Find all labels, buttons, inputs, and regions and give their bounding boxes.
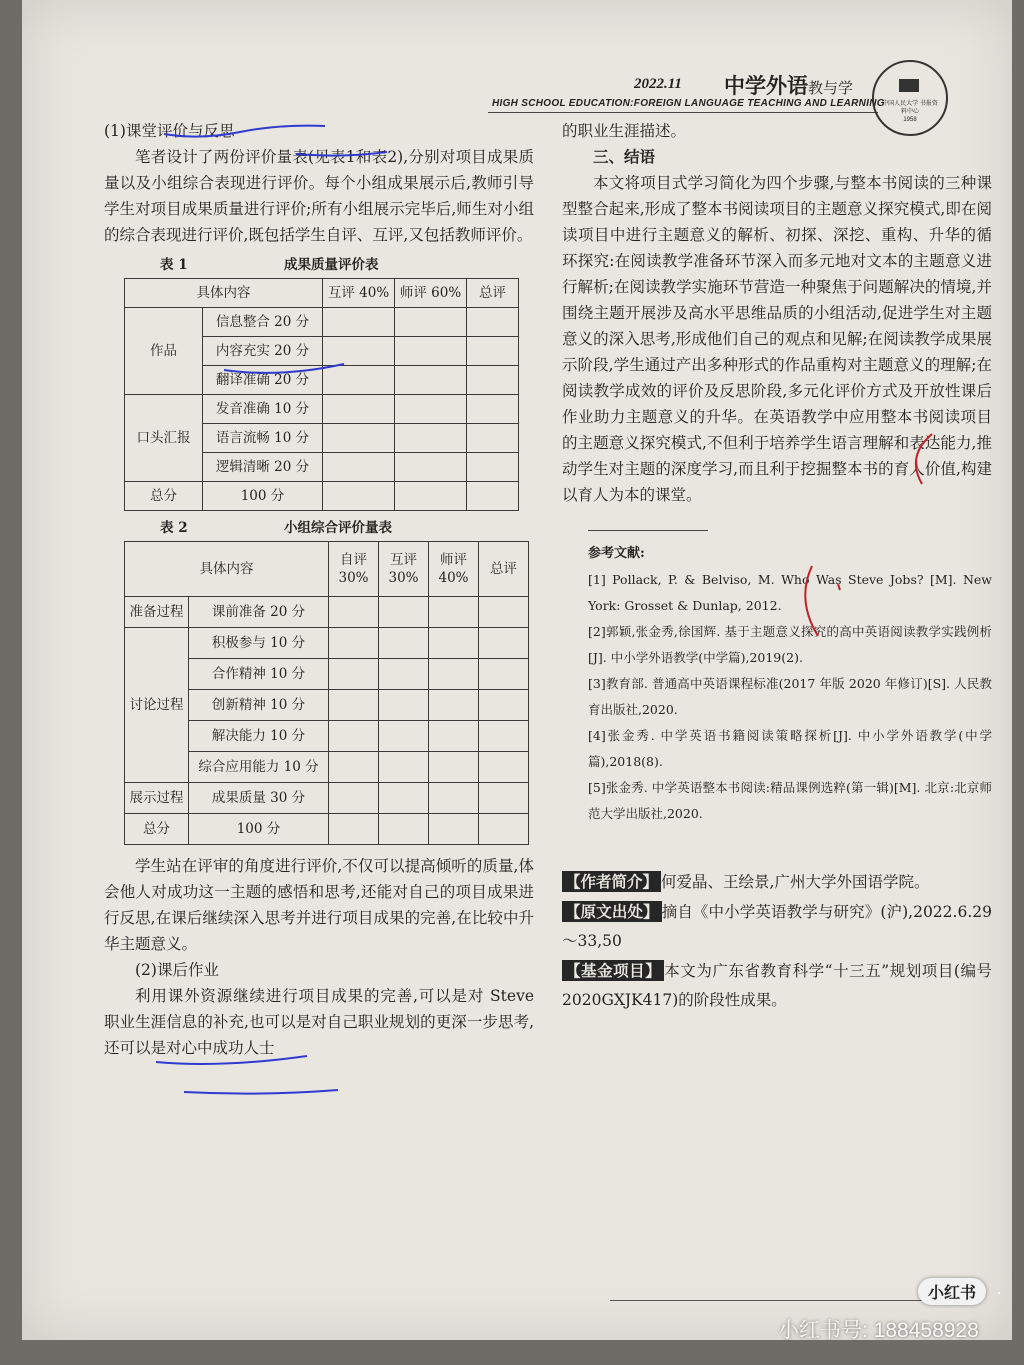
table-row	[125, 628, 529, 659]
xiaohongshu-id: 小红书号: 188458928	[778, 1319, 979, 1342]
reference-title: 参考文献:	[588, 546, 645, 561]
reference-item: [4]张金秀. 中学英语书籍阅读策略探析[J]. 中小学外语教学(中学篇),2018(8).	[588, 728, 992, 769]
table-row	[125, 814, 529, 845]
table2-title: 小组综合评价量表	[284, 520, 392, 536]
book-icon	[899, 79, 919, 92]
table-header-cell: 师评 40%	[429, 542, 479, 597]
blue-pen-underline-scale	[292, 140, 392, 160]
table-group-cell: 口头汇报	[125, 395, 203, 482]
table-total-value: 100 分	[203, 482, 323, 511]
journal-english-title: HIGH SCHOOL EDUCATION:FOREIGN LANGUAGE TEACHING AND LEARNING	[492, 98, 885, 109]
table-cell: 翻译准确 20 分	[203, 366, 323, 395]
author-note	[562, 867, 992, 897]
table-row	[125, 308, 519, 337]
table1-label: 表 1	[160, 257, 188, 273]
reference-item: [5]张金秀. 中学英语整本书阅读:精品课例选粹(第一辑)[M]. 北京:北京师范大学出版社,2020.	[588, 780, 992, 821]
reference-rule	[588, 530, 708, 531]
table-cell: 信息整合 20 分	[203, 308, 323, 337]
table-group-evaluation	[124, 541, 529, 845]
reference-item: [2]郭颖,张金秀,徐国辉. 基于主题意义探究的高中英语阅读教学实践例析[J]. 中小学外语教学(中学篇),2019(2).	[588, 624, 992, 665]
author-text: 何爱晶、王绘景,广州大学外国语学院。	[661, 873, 930, 891]
paragraph-conclusion: 本文将项目式学习简化为四个步骤,与整本书阅读的三种课型整合起来,形成了整本书阅读项目的主题意义探究模式,即在阅读项目中进行主题意义的解析、初探、深挖、重构、升华的循环探究:在阅读教学准备环节深入而多元地对文本的主题意义进行解析;在阅读教学实施环节营造一种聚焦于问题解决的情境,并围绕主题开展涉及高水平思维品质的小组活动,促进学生对主题意义的深入思考,形成他们自己的观点和见解;在阅读教学成果展示阶段,学生通过产出多种形式的作品重构对主题意义的理解;在阅读教学成效的评价及反思阶段,多元化评价方式及开放性课后作业助力主题意义的升华。在英语教学中应用整本书阅读项目的主题意义探究模式,不但利于培养学生语言理解和表达能力,推动学生对主题的深度学习,而且利于挖掘整本书的育人价值,构建以育人为本的课堂。	[562, 174, 992, 504]
table-cell: 综合应用能力 10 分	[189, 752, 329, 783]
source-note	[562, 897, 992, 956]
table-cell: 解决能力 10 分	[189, 721, 329, 752]
section-heading-classroom-eval: (1)课堂评价与反思	[104, 122, 235, 140]
issue-number: 2022.11	[634, 76, 682, 92]
table-cell: 积极参与 10 分	[189, 628, 329, 659]
table-row	[125, 597, 529, 628]
section-heading-conclusion: 三、结语	[593, 147, 656, 166]
table-row	[125, 279, 519, 308]
section-heading-homework: (2)课后作业	[135, 961, 219, 979]
table-row	[125, 783, 529, 814]
table-cell: 语言流畅 10 分	[203, 424, 323, 453]
table-header-cell: 总评	[479, 542, 529, 597]
table-cell: 逻辑清晰 20 分	[203, 453, 323, 482]
table-cell: 创新精神 10 分	[189, 690, 329, 721]
author-tag: 【作者简介】	[562, 871, 661, 892]
journal-title-sub: 教与学	[808, 79, 854, 97]
table-cell: 课前准备 20 分	[189, 597, 329, 628]
paragraph-eval-intro: 笔者设计了两份评价量表(见表1和表2),分别对项目成果质量以及小组综合表现进行评价。每个小组成果展示后,教师引导学生对项目成果质量进行评价;所有小组展示完毕后,师生对小组的综合表现进行评价,既包括学生自评、互评,又包括教师评价。	[104, 148, 534, 244]
footer-rule	[610, 1300, 940, 1301]
blue-pen-underline-homework	[152, 1040, 312, 1070]
table-cell: 合作精神 10 分	[189, 659, 329, 690]
table-group-cell: 展示过程	[125, 783, 189, 814]
article-notes	[562, 867, 992, 1015]
table-row	[125, 395, 519, 424]
journal-page	[22, 0, 1012, 1340]
table-header-cell: 具体内容	[125, 542, 329, 597]
reference-item: [3]教育部. 普通高中英语课程标准(2017 年版 2020 年修订)[S]. 人民教育出版社,2020.	[588, 676, 992, 717]
seal-text: 中国人民大学 书报资料中心 1958	[882, 101, 938, 123]
blue-pen-underline-heading	[160, 112, 330, 142]
table-header-cell: 具体内容	[125, 279, 323, 308]
watermark-dot: ·	[996, 1282, 1002, 1302]
table-group-cell: 作品	[125, 308, 203, 395]
table-header-cell: 互评 30%	[379, 542, 429, 597]
table-total-label: 总分	[125, 482, 203, 511]
table2-caption	[104, 515, 534, 541]
blue-pen-mark-table	[220, 352, 350, 382]
table-header-cell: 师评 60%	[395, 279, 467, 308]
reference-item: [1] Pollack, P. & Belviso, M. Who Was Steve Jobs? [M]. New York: Grosset & Dunlap, 2012.	[588, 572, 992, 613]
paragraph-continuation: 的职业生涯描述。	[562, 122, 687, 140]
blue-pen-underline-resources	[182, 1082, 342, 1098]
table2-label: 表 2	[160, 520, 188, 536]
fund-text: 本文为广东省教育科学“十三五”规划项目(编号 2020GXJK417)的阶段性成果。	[562, 962, 992, 1009]
table-total-label: 总分	[125, 814, 189, 845]
right-column	[562, 118, 992, 1015]
table-cell: 成果质量 30 分	[189, 783, 329, 814]
table-header-cell: 互评 40%	[323, 279, 395, 308]
reference-list	[562, 541, 992, 827]
red-pen-mark	[792, 560, 852, 640]
fund-tag: 【基金项目】	[562, 960, 664, 981]
table1-title: 成果质量评价表	[284, 257, 379, 273]
table-row	[125, 542, 529, 597]
table-header-cell: 自评 30%	[329, 542, 379, 597]
table-total-value: 100 分	[189, 814, 329, 845]
header-rule	[488, 112, 878, 113]
source-tag: 【原文出处】	[562, 901, 662, 922]
table-cell: 发音准确 10 分	[203, 395, 323, 424]
table-header-cell: 总评	[467, 279, 519, 308]
paragraph-homework: 利用课外资源继续进行项目成果的完善,可以是对 Steve 职业生涯信息的补充,也可以是对自己职业规划的更深一步思考,还可以是对心中成功人士	[104, 987, 534, 1057]
journal-title	[724, 70, 853, 100]
xiaohongshu-badge: 小红书	[918, 1278, 986, 1305]
source-text: 摘自《中小学英语教学与研究》(沪),2022.6.29～33,50	[562, 903, 992, 950]
fund-note	[562, 956, 992, 1015]
red-pen-mark	[902, 430, 942, 490]
table-row	[125, 482, 519, 511]
table-group-cell: 讨论过程	[125, 628, 189, 783]
left-column	[104, 118, 534, 1061]
table-outcome-quality	[124, 278, 519, 511]
table-group-cell: 准备过程	[125, 597, 189, 628]
table1-caption	[104, 252, 534, 278]
paragraph-peer-review: 学生站在评审的角度进行评价,不仅可以提高倾听的质量,体会他人对成功这一主题的感悟和思考,还能对自己的项目成果进行反思,在课后继续深入思考并进行项目成果的完善,在比较中升华主题意义。	[104, 857, 534, 953]
table-cell: 内容充实 20 分	[203, 337, 323, 366]
journal-title-main: 中学外语	[724, 73, 808, 98]
